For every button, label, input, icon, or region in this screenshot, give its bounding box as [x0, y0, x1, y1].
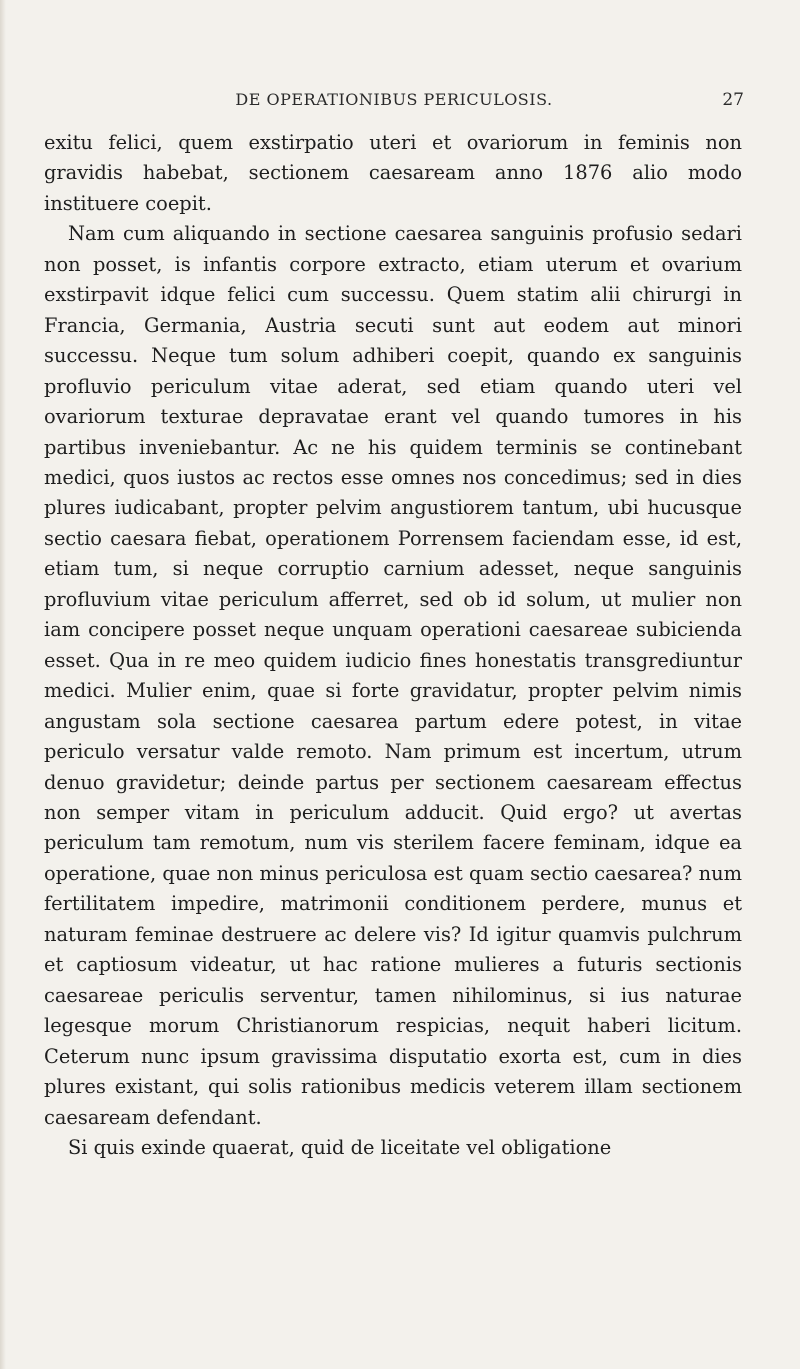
body-text — [44, 128, 742, 1163]
paragraph-final: Si quis exinde quaerat, quid de liceitate vel obligatione — [68, 1135, 612, 1159]
page-number: 27 — [722, 90, 744, 110]
paragraph-main: Nam cum aliquando in sectione caesarea sanguinis profusio sedari non posset, is infantis corpore extracto, etiam uterum et ovarium exstirpavit idque felici cum successu. Quem statim alii chirurgi in Francia, Germania, Austria secuti sunt aut eodem aut minori successu. Neque tum solum adhiberi coepit, quando ex sanguinis profluvio periculum vitae aderat, sed etiam quando uteri vel ovariorum texturae depravatae erant vel quando tumores in his partibus inveniebantur. Ac ne his quidem terminis se continebant medici, quos iustos ac rectos esse omnes nos concedimus; sed in dies plures iudicabant, propter pelvim angustiorem tantum, ubi hucusque sectio caesara fiebat, operationem Porrensem faciendam esse, id est, etiam tum, si neque corruptio carnium adesset, neque sanguinis profluvium vitae periculum afferret, sed ob id solum, ut mulier non iam concipere posset neque unquam operationi caesareae subicienda esset. Qua in re meo quidem iudicio fines honestatis transgrediuntur medici. Mulier enim, quae si forte gravidatur, propter pelvim nimis angustam sola sectione caesarea partum edere potest, in vitae periculo versatur valde remoto. Nam primum est incertum, utrum denuo gravidetur; deinde partus per sectionem caesaream effectus non semper vitam in periculum adducit. Quid ergo? ut avertas periculum tam remotum, num vis sterilem facere feminam, idque ea operatione, quae non minus periculosa est quam sectio caesarea? num fertilitatem impedire, matrimonii conditionem perdere, munus et naturam feminae destruere ac delere vis? Id igitur quamvis pulchrum et captiosum videatur, ut hac ratione mulieres a futuris sectionis caesareae periculis serventur, tamen nihilominus, si ius naturae legesque morum Christianorum respicias, nequit haberi licitum. Ceterum nunc ipsum gravissima disputatio exorta est, cum in dies plures existant, qui solis rationibus medicis veterem illam sectionem caesaream defendant. — [44, 222, 742, 1129]
page-header — [44, 90, 744, 114]
paragraph-continued: exitu felici, quem exstirpatio uteri et ovariorum in feminis non gravidis habebat, sectionem caesaream anno 1876 alio modo instituere coepit. — [44, 131, 742, 215]
running-title: DE OPERATIONIBUS PERICULOSIS. — [235, 90, 553, 109]
page-binding-edge — [0, 0, 6, 1369]
